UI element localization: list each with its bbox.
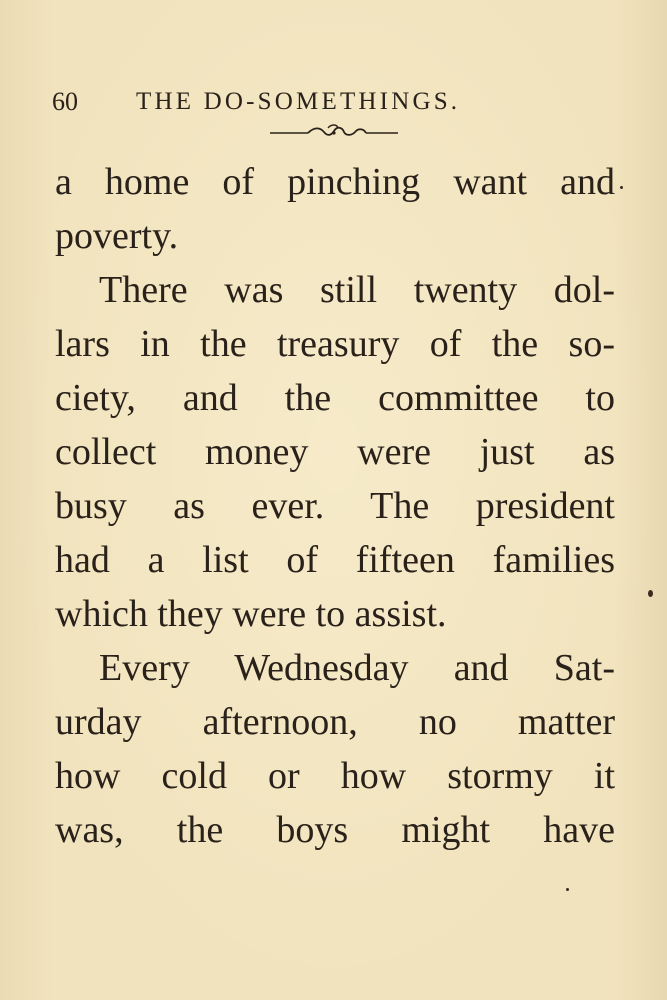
ink-speck [648,590,653,597]
running-head [52,84,612,120]
text-line: which they were to assist. [55,593,447,635]
text-line: how cold or how stormy it [55,755,615,797]
ink-speck [566,888,569,891]
text-line: was, the boys might have [55,809,615,851]
text-line: collect money were just as [55,431,615,473]
text-line: busy as ever. The president [55,485,615,527]
text-line: There was still twenty dol- [99,269,615,311]
text-line: Every Wednesday and Sat- [99,647,615,689]
body-text [55,155,615,857]
text-line: a home of pinching want and [55,161,615,203]
text-line: urday afternoon, no matter [55,701,615,743]
running-title: THE DO-SOMETHINGS. [136,88,461,115]
page-number: 60 [52,87,78,116]
text-line: lars in the treasury of the so- [55,323,615,365]
ink-speck [620,186,623,189]
text-line: poverty. [55,215,179,257]
text-line: had a list of fifteen families [55,539,615,581]
text-line: ciety, and the committee to [55,377,615,419]
ornament-divider-icon [268,124,400,140]
